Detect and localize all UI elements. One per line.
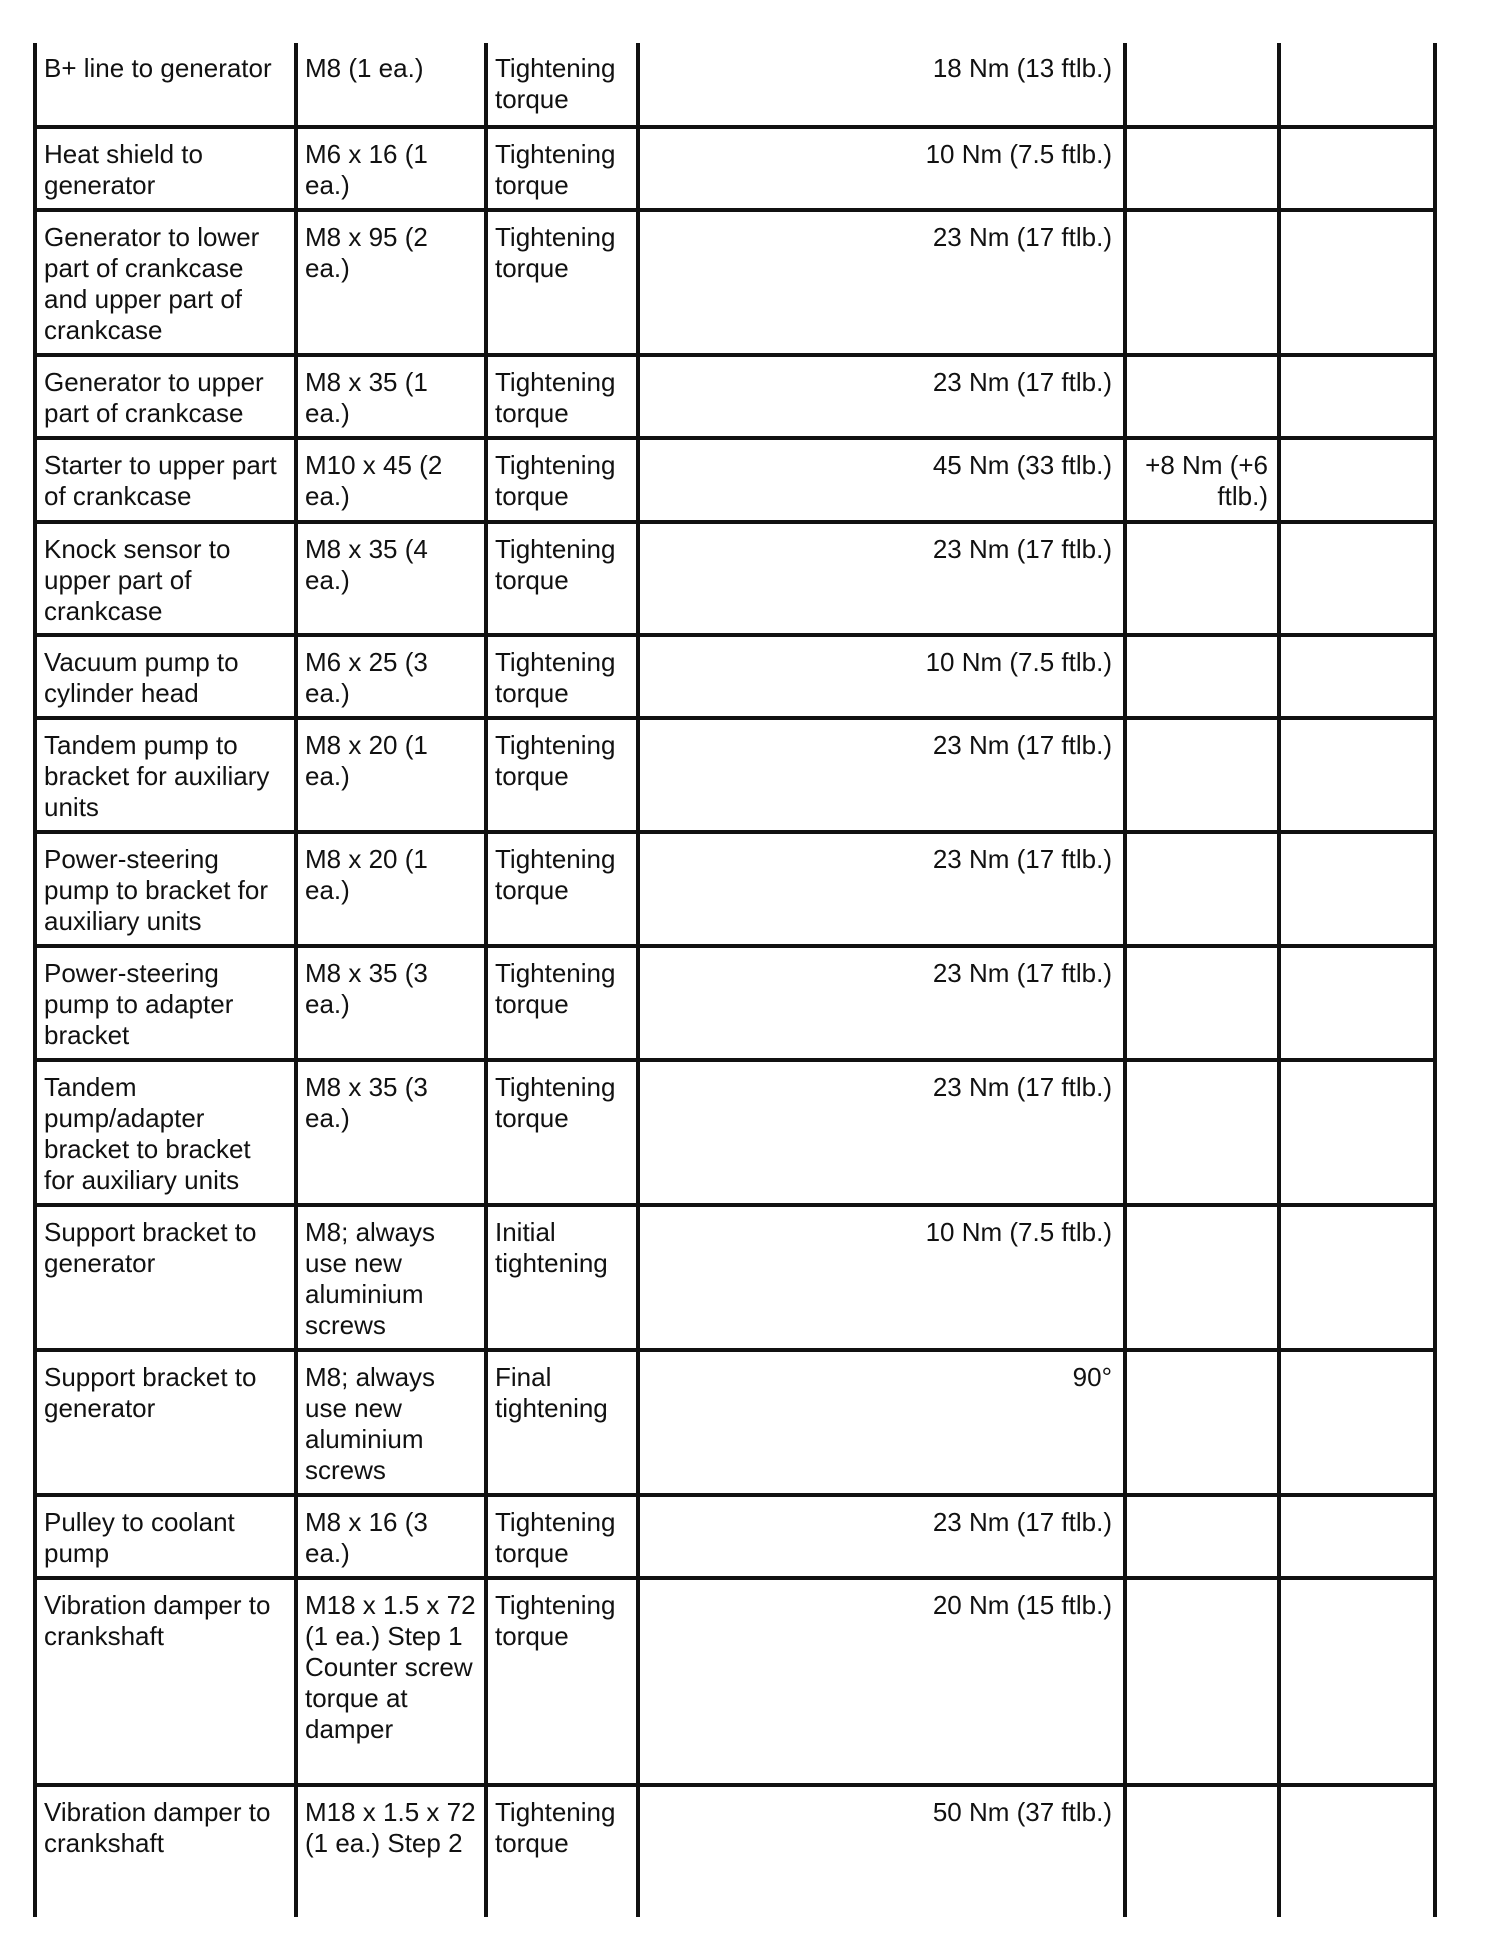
cell-notes	[1279, 635, 1435, 718]
cell-value: 18 Nm (13 ftlb.)	[638, 43, 1125, 127]
cell-notes	[1279, 210, 1435, 355]
cell-spec: M8 x 35 (4 ea.)	[296, 522, 486, 635]
cell-type: Tightening torque	[486, 946, 638, 1060]
cell-extra	[1125, 946, 1279, 1060]
cell-spec: M8 x 20 (1 ea.)	[296, 718, 486, 832]
cell-value: 10 Nm (7.5 ftlb.)	[638, 127, 1125, 210]
cell-notes	[1279, 1785, 1435, 1917]
cell-notes	[1279, 1060, 1435, 1205]
cell-type: Tightening torque	[486, 832, 638, 946]
table-row	[35, 1205, 1435, 1350]
cell-value: 23 Nm (17 ftlb.)	[638, 1060, 1125, 1205]
cell-notes	[1279, 832, 1435, 946]
cell-component: Vacuum pump to cylinder head	[35, 635, 296, 718]
cell-component: Power-steering pump to bracket for auxiliary units	[35, 832, 296, 946]
cell-value: 45 Nm (33 ftlb.)	[638, 438, 1125, 522]
cell-spec: M8 x 16 (3 ea.)	[296, 1495, 486, 1578]
cell-extra	[1125, 522, 1279, 635]
cell-component: Starter to upper part of crankcase	[35, 438, 296, 522]
cell-value: 23 Nm (17 ftlb.)	[638, 718, 1125, 832]
cell-component: Support bracket to generator	[35, 1350, 296, 1495]
cell-extra	[1125, 355, 1279, 438]
table-row	[35, 1350, 1435, 1495]
cell-value: 23 Nm (17 ftlb.)	[638, 522, 1125, 635]
cell-extra	[1125, 127, 1279, 210]
cell-type: Tightening torque	[486, 718, 638, 832]
cell-spec: M8; always use new aluminium screws	[296, 1350, 486, 1495]
cell-type: Tightening torque	[486, 438, 638, 522]
cell-extra	[1125, 832, 1279, 946]
cell-extra	[1125, 1578, 1279, 1785]
cell-type: Initial tightening	[486, 1205, 638, 1350]
table-row	[35, 127, 1435, 210]
cell-extra	[1125, 1785, 1279, 1917]
torque-spec-table	[33, 43, 1437, 1917]
table-row	[35, 210, 1435, 355]
table-row	[35, 1495, 1435, 1578]
torque-table-body	[35, 43, 1435, 1917]
cell-component: Tandem pump/adapter bracket to bracket for auxiliary units	[35, 1060, 296, 1205]
cell-spec: M8 x 35 (1 ea.)	[296, 355, 486, 438]
cell-component: Knock sensor to upper part of crankcase	[35, 522, 296, 635]
cell-value: 20 Nm (15 ftlb.)	[638, 1578, 1125, 1785]
cell-type: Tightening torque	[486, 127, 638, 210]
cell-spec: M6 x 25 (3 ea.)	[296, 635, 486, 718]
cell-type: Tightening torque	[486, 210, 638, 355]
cell-spec: M8 x 20 (1 ea.)	[296, 832, 486, 946]
cell-value: 50 Nm (37 ftlb.)	[638, 1785, 1125, 1917]
cell-type: Final tightening	[486, 1350, 638, 1495]
cell-notes	[1279, 718, 1435, 832]
cell-spec: M6 x 16 (1 ea.)	[296, 127, 486, 210]
cell-component: Support bracket to generator	[35, 1205, 296, 1350]
cell-type: Tightening torque	[486, 1060, 638, 1205]
cell-notes	[1279, 43, 1435, 127]
cell-value: 23 Nm (17 ftlb.)	[638, 1495, 1125, 1578]
cell-value: 10 Nm (7.5 ftlb.)	[638, 635, 1125, 718]
table-row	[35, 1785, 1435, 1917]
table-row	[35, 718, 1435, 832]
cell-value: 23 Nm (17 ftlb.)	[638, 210, 1125, 355]
cell-value: 23 Nm (17 ftlb.)	[638, 946, 1125, 1060]
cell-value: 10 Nm (7.5 ftlb.)	[638, 1205, 1125, 1350]
cell-notes	[1279, 1350, 1435, 1495]
cell-notes	[1279, 1578, 1435, 1785]
cell-extra	[1125, 1205, 1279, 1350]
cell-notes	[1279, 946, 1435, 1060]
cell-spec: M8 x 95 (2 ea.)	[296, 210, 486, 355]
cell-type: Tightening torque	[486, 43, 638, 127]
cell-notes	[1279, 127, 1435, 210]
cell-type: Tightening torque	[486, 522, 638, 635]
cell-notes	[1279, 1495, 1435, 1578]
cell-value: 23 Nm (17 ftlb.)	[638, 355, 1125, 438]
cell-spec: M8 x 35 (3 ea.)	[296, 946, 486, 1060]
cell-extra	[1125, 1350, 1279, 1495]
table-row	[35, 1578, 1435, 1785]
cell-component: Tandem pump to bracket for auxiliary units	[35, 718, 296, 832]
cell-extra	[1125, 718, 1279, 832]
cell-type: Tightening torque	[486, 1578, 638, 1785]
cell-extra: +8 Nm (+6 ftlb.)	[1125, 438, 1279, 522]
cell-component: Heat shield to generator	[35, 127, 296, 210]
cell-value: 90°	[638, 1350, 1125, 1495]
cell-component: Power-steering pump to adapter bracket	[35, 946, 296, 1060]
cell-type: Tightening torque	[486, 355, 638, 438]
cell-extra	[1125, 1060, 1279, 1205]
table-row	[35, 438, 1435, 522]
cell-extra	[1125, 1495, 1279, 1578]
cell-component: Vibration damper to crankshaft	[35, 1785, 296, 1917]
cell-notes	[1279, 522, 1435, 635]
cell-type: Tightening torque	[486, 1495, 638, 1578]
cell-extra	[1125, 210, 1279, 355]
table-row	[35, 832, 1435, 946]
cell-extra	[1125, 635, 1279, 718]
cell-type: Tightening torque	[486, 635, 638, 718]
table-row	[35, 1060, 1435, 1205]
cell-spec: M8 x 35 (3 ea.)	[296, 1060, 486, 1205]
cell-component: Generator to upper part of crankcase	[35, 355, 296, 438]
table-row	[35, 355, 1435, 438]
cell-spec: M8 (1 ea.)	[296, 43, 486, 127]
cell-notes	[1279, 438, 1435, 522]
cell-type: Tightening torque	[486, 1785, 638, 1917]
cell-spec: M18 x 1.5 x 72 (1 ea.) Step 2	[296, 1785, 486, 1917]
cell-spec: M8; always use new aluminium screws	[296, 1205, 486, 1350]
cell-notes	[1279, 1205, 1435, 1350]
table-row	[35, 946, 1435, 1060]
cell-component: Pulley to coolant pump	[35, 1495, 296, 1578]
cell-component: Generator to lower part of crankcase and upper part of crankcase	[35, 210, 296, 355]
table-row	[35, 522, 1435, 635]
cell-value: 23 Nm (17 ftlb.)	[638, 832, 1125, 946]
table-row	[35, 43, 1435, 127]
cell-spec: M18 x 1.5 x 72 (1 ea.) Step 1 Counter screw torque at damper	[296, 1578, 486, 1785]
cell-spec: M10 x 45 (2 ea.)	[296, 438, 486, 522]
cell-component: Vibration damper to crankshaft	[35, 1578, 296, 1785]
cell-component: B+ line to generator	[35, 43, 296, 127]
cell-notes	[1279, 355, 1435, 438]
table-row	[35, 635, 1435, 718]
cell-extra	[1125, 43, 1279, 127]
